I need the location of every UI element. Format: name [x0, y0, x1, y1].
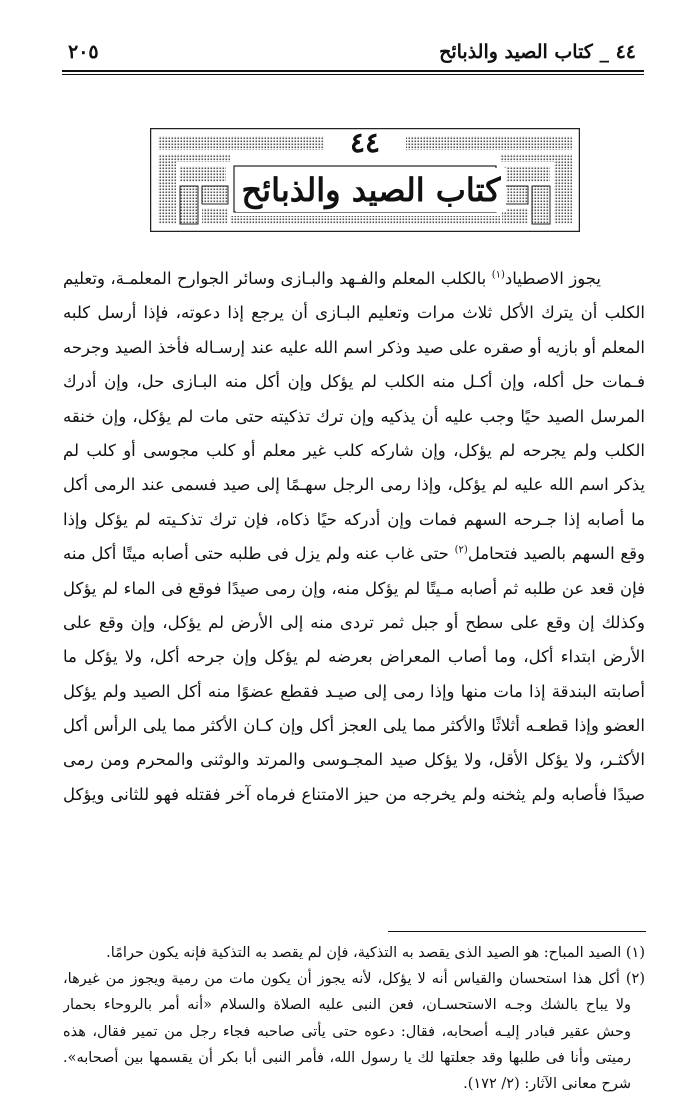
text-line: صيدًا فأصابه ولم يثخنه ولم يخرجه من حيز الامتناع فرماه آخر فقتله فهو للثانى ويؤكل [63, 784, 645, 804]
footnote-2-line: (٢) أكل هذا استحسان والقياس أنه لا يؤكل، لأنه يجوز أن يكون مات من رمية ويجوز من غيرها، [63, 971, 645, 988]
footnote-2-line: رميتى وأنا فى طلبها وقد جعلتها لك يا رسول الله، فأمر النبى أبا بكر أن يقسمها بين أصحابه». [63, 1049, 631, 1066]
footnote-2-line: وحش عقير فبادر إليـه أصحابه، فقال: دعوه حتى يأتى صاحبه فجاء رجل من تمير فقال، هذه [63, 1023, 631, 1040]
footnote-separator [388, 931, 646, 932]
footnote-1: (١) الصيد المباح: هو الصيد الذى يقصد به التذكية، فإن لم يقصد به التذكية فإنه يكون حرامًا. [106, 945, 645, 961]
text-line: المرسل الصيد حيًا وجب عليه أن يذكيه وإن ترك تذكيته حتى مات لم يؤكل، وإن خنقه [63, 406, 645, 426]
text-line: أصابته البندقة إذا مات منها وإذا رمى إلى صيـد فقطع عضوًا منه أكل الصيد ولم يؤكل [63, 681, 645, 701]
running-header-title: ٤٤ _ كتاب الصيد والذبائح [439, 41, 636, 63]
main-text [63, 262, 645, 812]
chapter-number: ٤٤ [349, 126, 381, 159]
footnote-2-line: ولا يباح بالشك وجـه الاستحسـان، فعن النبى عليه الصلاة والسلام «أنه أمر بالروحاء بحمار [63, 997, 631, 1014]
text-line: يذكر اسم الله عليه لم يؤكل، وإذا رمى الرجل سهـمًا إلى صيد فسمى عند الرمى أكل [63, 475, 645, 495]
footnote-2-source: شرح معانى الآثار: (٢/ ١٧٢). [463, 1075, 631, 1092]
text-line: يجوز الاصطياد$^{(١)}$ بالكلب المعلم والفـهد والبـازى وسائر الجوارح المعلمـة، وتعليم [63, 269, 601, 288]
page-number: ٢٠٥ [68, 41, 99, 63]
text-line: الأكثـر، ولا يؤكل الأقل، ولا يؤكل صيد المجـوسى والمرتد والوثنى والمحرم ومن رمى [63, 750, 645, 770]
text-line: فإن قعد عن طلبه ثم أصابه مـيتًا لم يؤكل منه، وإن رمى صيدًا فوقع فى الماء لم يؤكل [63, 578, 645, 598]
chapter-title: كتاب الصيد والذبائح [236, 168, 506, 212]
text-line: فـمات حل أكله، وإن أكـل منه الكلب لم يؤكل وإن أكل منه البـازى حل، وإن أدرك [63, 372, 645, 392]
text-line: الكلب ولم يجرحه لم يؤكل، وإن شاركه كلب غير معلم أو كلب مجوسى أو كلب لم [63, 440, 645, 460]
footnotes [63, 940, 645, 1097]
text-line: المعلم أو بازيه أو صقره على صيد وذكر اسم الله عليه عند إرسـاله فأخذ الصيد وجرحه [63, 337, 645, 357]
header-rule-bottom [62, 74, 644, 75]
text-line: الكلب أن يترك الأكل ثلاث مرات وتعليم البـازى أن يرجع إذا دعوته، فإذا أرسل كلبه [63, 303, 645, 323]
text-line: العضو وإذا قطعـه أثلاثًا والأكثر مما يلى العجز أكل وإن كـان الأكثر مما يلى الرأس أكل [63, 716, 645, 736]
footnote-ref-1[interactable]: (١) [491, 269, 505, 281]
text-line: وكذلك إن وقع على سطح أو جبل ثمر تردى منه إلى الأرض لم يؤكل، وإن وقع على [63, 612, 645, 632]
text-line: ما أصابه إذا جـرحه السهم فمات وإن أدركه حيًا ذكاه، فإن ترك تذكـيته لم يؤكل وإذا [63, 509, 645, 529]
text-line: الأرض ابتداء أكل، وما أصاب المعراض بعرضه لم يؤكل وإن جرحه أكل، ولا يؤكل ما [63, 647, 645, 667]
header-rule-top [62, 70, 644, 72]
footnote-ref-2[interactable]: (٢) [454, 544, 468, 556]
text-line: وقع السهم بالصيد فتحامل$^{(٢)}$ حتى غاب عنه ولم يزل فى طلبه حتى أصابه ميتًا أكل منه [63, 544, 645, 564]
